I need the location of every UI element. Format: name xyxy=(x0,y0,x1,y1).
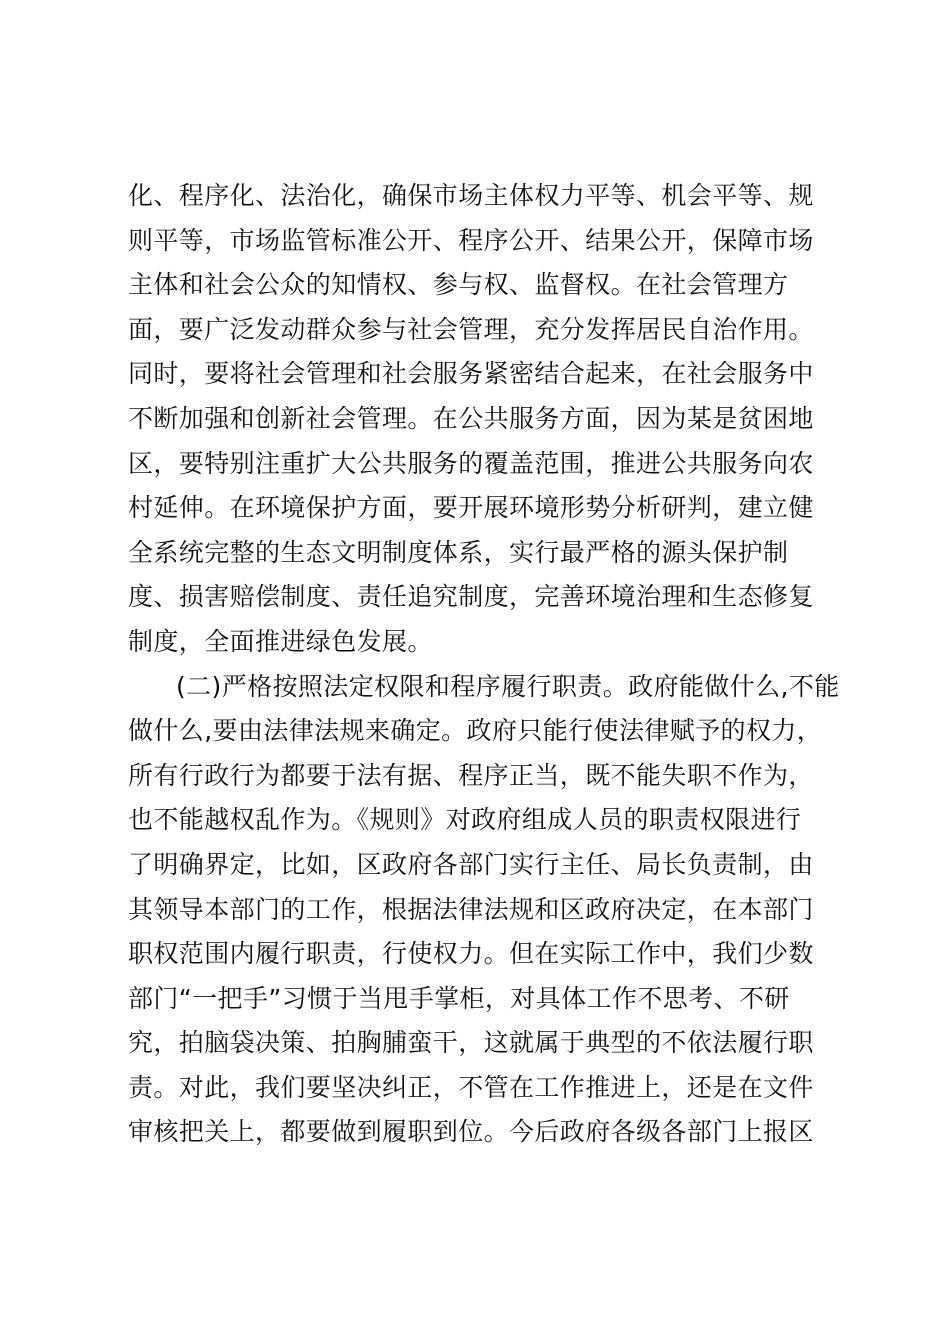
text-line: 责。对此，我们要坚决纠正，不管在工作推进上，还是在文件 xyxy=(128,1072,814,1102)
text-line: 主体和社会公众的知情权、参与权、监督权。在社会管理方 xyxy=(128,270,789,300)
text-line: 区，要特别注重扩大公共服务的覆盖范围，推进公共服务向农 xyxy=(128,448,814,478)
text-line: 面，要广泛发动群众参与社会管理，充分发挥居民自治作用。 xyxy=(128,314,814,344)
text-line: 做什么,要由法律法规来确定。政府只能行使法律赋予的权力， xyxy=(128,716,823,746)
text-line: 村延伸。在环境保护方面，要开展环境形势分析研判，建立健 xyxy=(128,493,814,523)
text-line: 则平等，市场监管标准公开、程序公开、结果公开，保障市场 xyxy=(128,225,814,255)
text-line: 其领导本部门的工作，根据法律法规和区政府决定，在本部门 xyxy=(128,894,814,924)
text-line: (二)严格按照法定权限和程序履行职责。政府能做什么,不能 xyxy=(176,671,840,701)
text-line: 审核把关上，都要做到履职到位。今后政府各级各部门上报区 xyxy=(128,1117,814,1147)
text-line: 同时，要将社会管理和社会服务紧密结合起来，在社会服务中 xyxy=(128,359,814,389)
document-body xyxy=(128,174,840,1155)
text-line: 部门“一把手”习惯于当甩手掌柜，对具体工作不思考、不研 xyxy=(128,983,790,1013)
text-line: 不断加强和创新社会管理。在公共服务方面，因为某是贫困地 xyxy=(128,403,814,433)
text-line: 度、损害赔偿制度、责任追究制度，完善环境治理和生态修复 xyxy=(128,582,814,612)
text-line: 化、程序化、法治化，确保市场主体权力平等、机会平等、规 xyxy=(128,181,814,210)
paragraph-1 xyxy=(128,174,822,665)
text-line: 究，拍脑袋决策、拍胸脯蛮干，这就属于典型的不依法履行职 xyxy=(128,1028,814,1058)
text-line: 了明确界定，比如，区政府各部门实行主任、局长负责制，由 xyxy=(128,849,814,879)
text-line: 也不能越权乱作为。《规则》对政府组成人员的职责权限进行 xyxy=(128,805,802,835)
text-line: 职权范围内履行职责，行使权力。但在实际工作中，我们少数 xyxy=(128,939,814,969)
paragraph-2 xyxy=(128,665,840,1156)
text-line: 所有行政行为都要于法有据、程序正当，既不能失职不作为， xyxy=(128,760,814,790)
text-line: 全系统完整的生态文明制度体系，实行最严格的源头保护制 xyxy=(128,537,789,567)
text-line: 制度，全面推进绿色发展。 xyxy=(128,626,433,656)
